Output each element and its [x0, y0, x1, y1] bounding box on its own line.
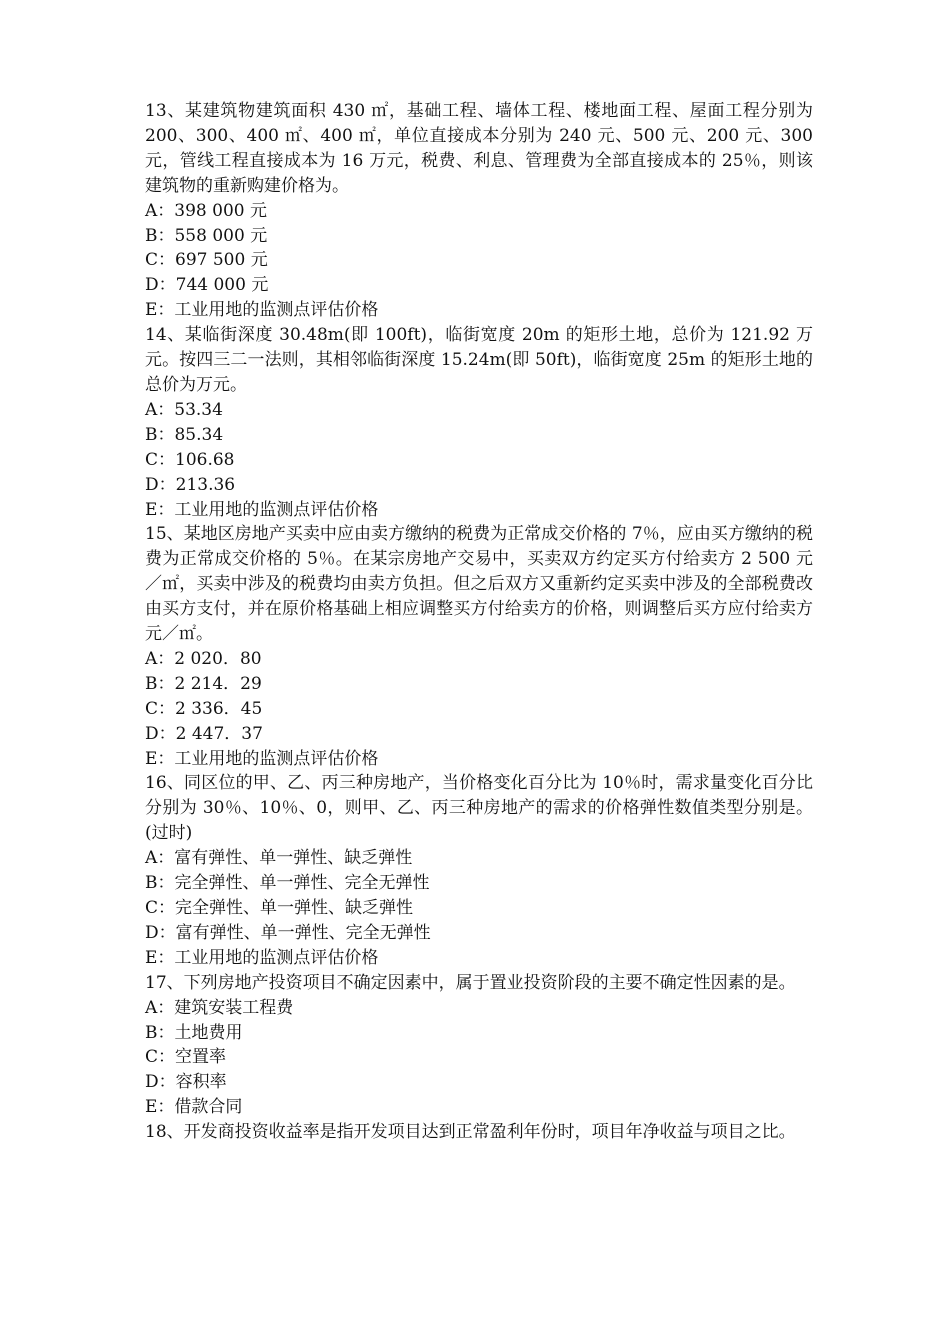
option-b: B：2 214．29 [145, 673, 262, 694]
option-d: D：容积率 [145, 1072, 227, 1093]
option-e: E：工业用地的监测点评估价格 [145, 947, 379, 968]
option-d: D：213.36 [145, 474, 236, 495]
option-e: E：工业用地的监测点评估价格 [145, 499, 379, 520]
option-e: E：工业用地的监测点评估价格 [145, 300, 379, 321]
question-18 [145, 1120, 813, 1145]
question-17 [145, 971, 813, 1120]
question-stem: 14、某临街深度 30.48m(即 100ft)，临街宽度 20m 的矩形土地，总价为 121.92 万元。按四三二一法则，其相邻临街深度 15.24m(即 50ft)，临街宽度 25m 的矩形土地的总价为万元。 [145, 325, 813, 395]
option-d: D：2 447．37 [145, 723, 263, 744]
question-list [145, 99, 813, 1145]
question-14 [145, 323, 813, 522]
option-b: B：完全弹性、单一弹性、完全无弹性 [145, 873, 430, 894]
question-13 [145, 99, 813, 323]
option-e: E：借款合同 [145, 1097, 243, 1118]
question-stem: 17、下列房地产投资项目不确定因素中，属于置业投资阶段的主要不确定性因素的是。 [145, 972, 796, 993]
option-b: B：85.34 [145, 424, 224, 445]
option-b: B：土地费用 [145, 1022, 243, 1043]
question-stem: 18、开发商投资收益率是指开发项目达到正常盈利年份时，项目年净收益与项目之比。 [145, 1122, 796, 1143]
option-c: C：106.68 [145, 449, 235, 470]
question-stem: 15、某地区房地产买卖中应由卖方缴纳的税费为正常成交价格的 7％，应由买方缴纳的税费为正常成交价格的 5％。在某宗房地产交易中，买卖双方约定买方付给卖方 2 500 元／㎡，买卖中涉及的税费均由卖方负担。但之后双方又重新约定买卖中涉及的全部税费改由买方支付，并在原价格基础上相应调整买方付给卖方的价格，则调整后买方应付给卖方元／㎡。 [145, 524, 813, 645]
option-a: A：建筑安装工程费 [145, 997, 294, 1018]
option-c: C：697 500 元 [145, 250, 268, 271]
option-a: A：53.34 [145, 399, 223, 420]
option-e: E：工业用地的监测点评估价格 [145, 748, 379, 769]
option-d: D：富有弹性、单一弹性、完全无弹性 [145, 922, 431, 943]
option-a: A：富有弹性、单一弹性、缺乏弹性 [145, 848, 413, 869]
question-stem: 13、某建筑物建筑面积 430 ㎡，基础工程、墙体工程、楼地面工程、屋面工程分别为 200、300、400 ㎡、400 ㎡，单位直接成本分别为 240 元、500 元、200 元、300 元，管线工程直接成本为 16 万元，税费、利息、管理费为全部直接成本的 25％，则该建筑物的重新购建价格为。 [145, 101, 813, 196]
option-c: C：空置率 [145, 1047, 227, 1068]
option-a: A：398 000 元 [145, 200, 267, 221]
option-c: C：完全弹性、单一弹性、缺乏弹性 [145, 898, 414, 918]
option-c: C：2 336．45 [145, 698, 263, 719]
question-16 [145, 771, 813, 970]
option-d: D：744 000 元 [145, 275, 269, 296]
question-stem: 16、同区位的甲、乙、丙三种房地产，当价格变化百分比为 10％时，需求量变化百分比分别为 30％、10％、0，则甲、乙、丙三种房地产的需求的价格弹性数值类型分别是。(过时) [145, 773, 813, 844]
option-b: B：558 000 元 [145, 225, 268, 246]
question-15 [145, 522, 813, 771]
option-a: A：2 020．80 [145, 648, 262, 669]
